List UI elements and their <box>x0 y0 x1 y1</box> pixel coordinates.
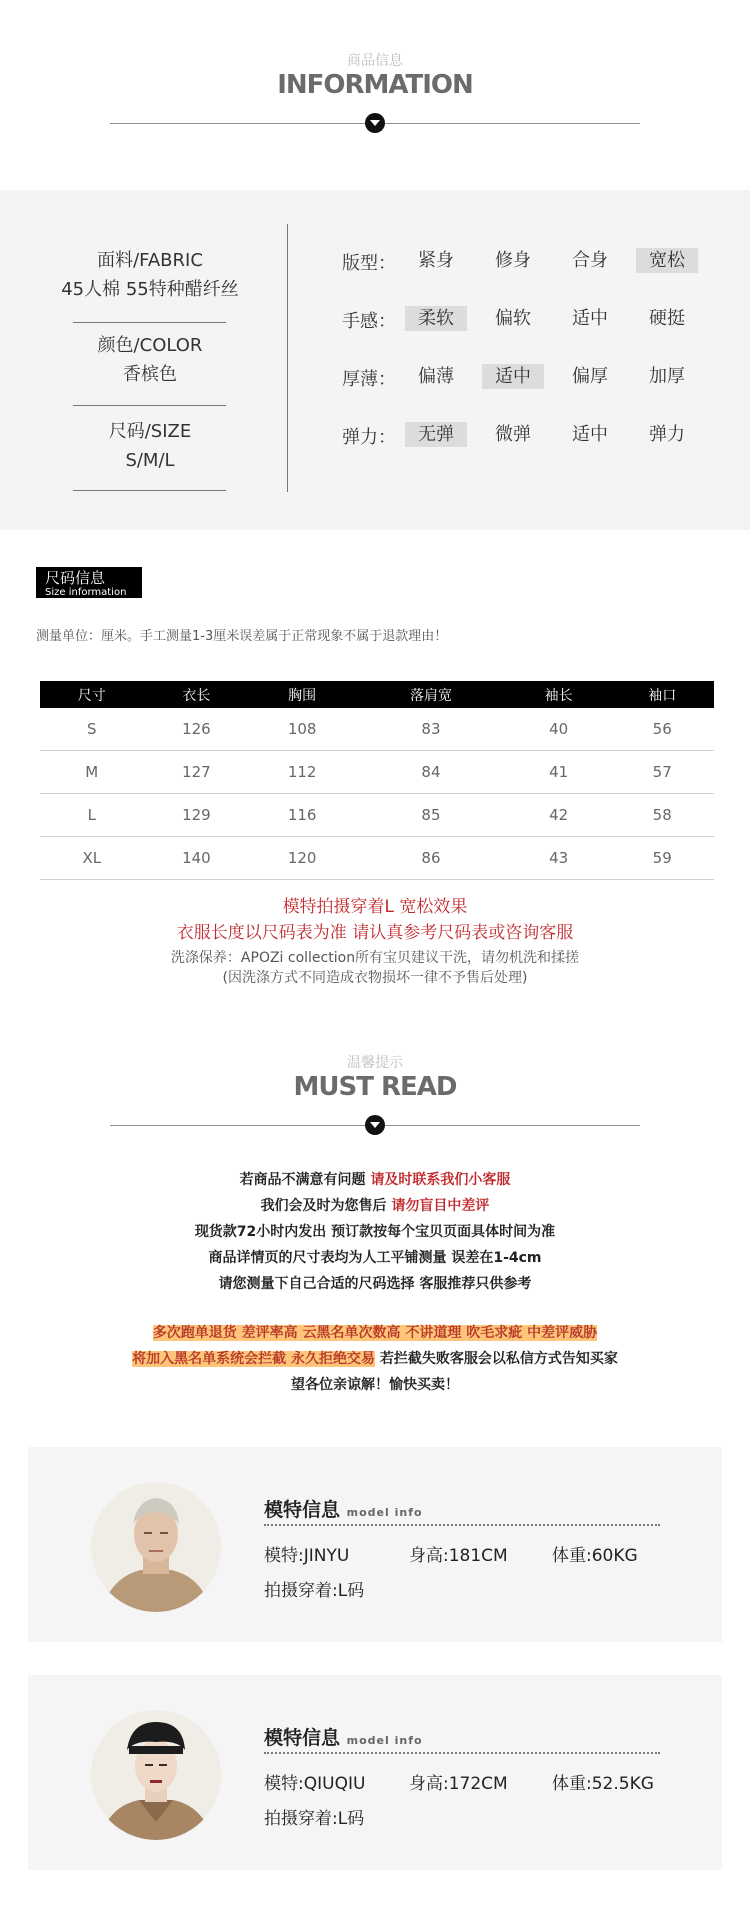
table-row <box>40 837 714 880</box>
closing-line: 望各位亲谅解！愉快买卖！ <box>291 1377 459 1393</box>
dotted-divider <box>264 1752 660 1754</box>
table-cell: 56 <box>610 708 714 751</box>
model-photo-1 <box>91 1482 221 1612</box>
model-card-1 <box>28 1447 722 1642</box>
attribute-option: 微弹 <box>495 424 531 445</box>
column-header: 尺寸 <box>40 681 144 708</box>
attribute-option: 适中 <box>572 424 608 445</box>
table-cell: 57 <box>610 751 714 794</box>
table-cell: 41 <box>507 751 611 794</box>
divider <box>73 405 226 406</box>
divider <box>73 322 226 323</box>
model-wear-size: 拍摄穿着:L码 <box>264 1809 365 1829</box>
model-wear-note: 模特拍摄穿着L 宽松效果 <box>282 897 468 917</box>
size-advice-note: 衣服长度以尺码表为准 请认真参考尺码表或咨询客服 <box>176 923 574 943</box>
table-cell: 108 <box>249 708 355 751</box>
attribute-option: 紧身 <box>418 250 454 271</box>
notice-line-5: 请您测量下自己合适的尺码选择 客服推荐只供参考 <box>218 1276 532 1292</box>
column-header: 胸围 <box>249 681 355 708</box>
size-block <box>40 417 260 475</box>
vertical-divider <box>287 224 288 492</box>
table-cell: 42 <box>507 794 611 837</box>
attribute-option: 偏软 <box>495 308 531 329</box>
table-cell: 112 <box>249 751 355 794</box>
mustread-subtitle: 温馨提示 <box>347 1055 403 1071</box>
warning-line-1: 多次跑单退货 差评率高 云黑名单次数高 不讲道理 吹毛求疵 中差评威胁 <box>152 1325 598 1341</box>
table-cell: 126 <box>144 708 250 751</box>
size-value: S/M/L <box>125 450 175 471</box>
model-info-title: 模特信息 model info <box>264 1727 423 1749</box>
warning-line-2: 将加入黑名单系统会拦截 永久拒绝交易 若拦截失败客服会以私信方式告知买家 <box>132 1351 618 1367</box>
attribute-option-selected: 柔软 <box>405 306 467 331</box>
size-tag-cn: 尺码信息 <box>45 569 106 587</box>
attribute-option: 合身 <box>572 250 608 271</box>
column-header: 袖口 <box>610 681 714 708</box>
attribute-option: 偏薄 <box>418 366 454 387</box>
notice-line-2: 我们会及时为您售后 请勿盲目中差评 <box>260 1198 490 1214</box>
attribute-label: 弹力： <box>342 427 396 448</box>
model-name: 模特:JINYU <box>264 1546 350 1566</box>
notice-line-3: 现货款72小时内发出 预订款按每个宝贝页面具体时间为准 <box>194 1224 556 1240</box>
table-row <box>40 708 714 751</box>
attribute-option: 偏厚 <box>572 366 608 387</box>
notice-line-4: 商品详情页的尺寸表均为人工平铺测量 误差在1-4cm <box>208 1250 542 1266</box>
model-weight: 体重:60KG <box>552 1546 638 1566</box>
attribute-option: 弹力 <box>649 424 685 445</box>
table-header-row <box>40 681 714 708</box>
attribute-label: 厚薄： <box>342 369 396 390</box>
model-height: 身高:172CM <box>409 1774 508 1794</box>
table-cell: 58 <box>610 794 714 837</box>
divider <box>73 490 226 491</box>
table-row <box>40 794 714 837</box>
measurement-note: 测量单位：厘米。手工测量1-3厘米误差属于正常现象不属于退款理由！ <box>36 629 448 644</box>
info-subtitle: 商品信息 <box>347 53 403 69</box>
table-cell: 116 <box>249 794 355 837</box>
attribute-option: 加厚 <box>649 366 685 387</box>
model-height: 身高:181CM <box>409 1546 508 1566</box>
table-cell: 140 <box>144 837 250 880</box>
attribute-option-selected: 宽松 <box>636 248 698 273</box>
model-wear-size: 拍摄穿着:L码 <box>264 1581 365 1601</box>
table-cell: 85 <box>355 794 507 837</box>
table-cell: 86 <box>355 837 507 880</box>
notice-line-1: 若商品不满意有问题 请及时联系我们小客服 <box>239 1172 511 1188</box>
mustread-title: MUST READ <box>293 1072 457 1102</box>
color-value: 香槟色 <box>123 364 177 385</box>
arrow-down-icon <box>365 1115 385 1135</box>
model-name: 模特:QIUQIU <box>264 1774 366 1794</box>
column-header: 落肩宽 <box>355 681 507 708</box>
color-label: 颜色/COLOR <box>97 335 203 356</box>
attribute-label: 手感： <box>342 311 396 332</box>
table-cell: 59 <box>610 837 714 880</box>
size-info-tag <box>36 567 142 598</box>
model-photo-2 <box>91 1710 221 1840</box>
arrow-down-icon <box>365 113 385 133</box>
dotted-divider <box>264 1524 660 1526</box>
size-label: 尺码/SIZE <box>108 421 192 442</box>
table-cell: M <box>40 751 144 794</box>
attribute-option-selected: 适中 <box>482 364 544 389</box>
table-cell: 83 <box>355 708 507 751</box>
table-cell: S <box>40 708 144 751</box>
table-cell: 129 <box>144 794 250 837</box>
attribute-option: 硬挺 <box>649 308 685 329</box>
product-info-panel <box>0 190 750 530</box>
care-note: 洗涤保养：APOZi collection所有宝贝建议干洗，请勿机洗和揉搓 <box>170 950 580 966</box>
table-cell: 127 <box>144 751 250 794</box>
attribute-option: 适中 <box>572 308 608 329</box>
model-weight: 体重:52.5KG <box>552 1774 654 1794</box>
table-cell: 84 <box>355 751 507 794</box>
table-cell: 40 <box>507 708 611 751</box>
fabric-block <box>40 246 260 304</box>
fabric-label: 面料/FABRIC <box>97 250 203 271</box>
table-cell: 43 <box>507 837 611 880</box>
info-title: INFORMATION <box>277 70 473 100</box>
table-cell: XL <box>40 837 144 880</box>
model-info-title: 模特信息 model info <box>264 1499 423 1521</box>
table-row <box>40 751 714 794</box>
table-cell: 120 <box>249 837 355 880</box>
size-table <box>40 681 714 880</box>
column-header: 衣长 <box>144 681 250 708</box>
care-disclaimer: (因洗涤方式不同造成衣物损坏一律不予售后处理) <box>222 970 528 986</box>
model-card-2 <box>28 1675 722 1870</box>
column-header: 袖长 <box>507 681 611 708</box>
table-cell: L <box>40 794 144 837</box>
attribute-label: 版型： <box>342 253 396 274</box>
color-block <box>40 331 260 389</box>
size-tag-en: Size information <box>45 587 127 598</box>
attribute-option: 修身 <box>495 250 531 271</box>
attribute-option-selected: 无弹 <box>405 422 467 447</box>
fabric-value: 45人棉 55特种醋纤丝 <box>61 279 239 300</box>
